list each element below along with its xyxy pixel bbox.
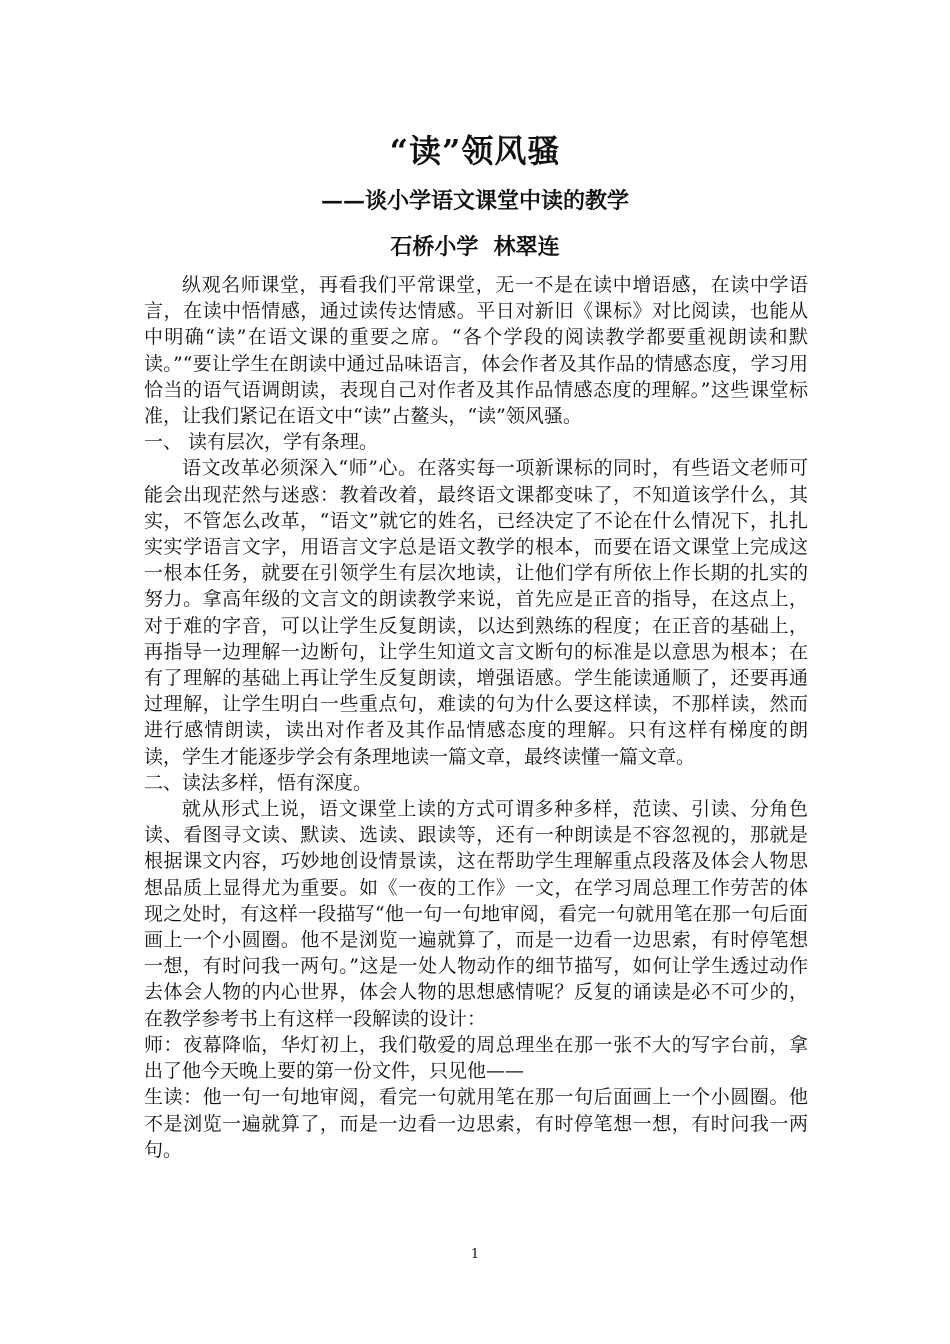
document-author: 石桥小学 林翠连: [390, 234, 560, 260]
paragraph-intro: 纵观名师课堂，再看我们平常课堂，无一不是在读中增语感，在读中学语言，在读中悟情感，通过读传达情感。平日对新旧《课标》对比阅读，也能从中明确“读”在语文课的重要之席。“各个学段的阅读教学都要重视朗读和默读。”“要让学生在朗读中通过品味语言，体会作者及其作品的情感态度，学习用恰当的语气语调朗读，表现自己对作者及其作品情感态度的理解。”这些课堂标准，让我们紧记在语文中“读”占鳌头，“读”领风骚。: [144, 274, 808, 428]
section-heading-2: 二、读法多样，悟有深度。: [144, 771, 373, 794]
paragraph-section-1: 语文改革必须深入“师”心。在落实每一项新课标的同时，有些语文老师可能会出现茫然与迷惑：教着改着，最终语文课都变味了，不知道该学什么，其实，不管怎么改革，“语文”就它的姓名，已经决定了不论在什么情况下，扎扎实实学语言文字，用语言文字总是语文教学的根本，而要在语文课堂上完成这一根本任务，就要在引领学生有层次地读，让他们学有所依上作长期的扎实的努力。拿高年级的文言文的朗读教学来说，首先应是正音的指导，在这点上，对于难的字音，可以让学生反复朗读，以达到熟练的程度；在正音的基础上，再指导一边理解一边断句，让学生知道文言文断句的标准是以意思为根本；在有了理解的基础上再让学生反复朗读，增强语感。学生能读通顺了，还要再通过理解，让学生明白一些重点句，难读的句为什么要这样读，不那样读，然而进行感情朗读，读出对作者及其作品情感态度的理解。只有这样有梯度的朗读，学生才能逐步学会有条理地读一篇文章，最终读懂一篇文章。: [144, 457, 808, 768]
document-body: [144, 272, 808, 1163]
paragraph-student-line: 生读：他一句一句地审阅，看完一句就用笔在那一句后面画上一个小圆圈。他不是浏览一遍就算了，而是一边看一边思索，有时停笔想一想，有时问我一两句。: [144, 1086, 808, 1161]
paragraph-section-2: 就从形式上说，语文课堂上读的方式可谓多种多样，范读、引读、分角色读、看图寻文读、默读、选读、跟读等，还有一种朗读是不容忽视的，那就是根据课文内容，巧妙地创设情景读，这在帮助学生理解重点段落及体会人物思想品质上显得尤为重要。如《一夜的工作》一文，在学习周总理工作劳苦的体现之处时，有这样一段描写“他一句一句地审阅，看完一句就用笔在那一句后面画上一个小圆圈。他不是浏览一遍就算了，而是一边看一边思索，有时停笔想一想，有时问我一两句。”这是一处人物动作的细节描写，如何让学生透过动作去体会人物的内心世界，体会人物的思想感情呢？反复的诵读是必不可少的，在教学参考书上有这样一段解读的设计：: [144, 798, 808, 1030]
page-number: 1: [470, 1247, 480, 1262]
document-subtitle: ——谈小学语文课堂中读的教学: [320, 188, 629, 214]
paragraph-teacher-line: 师：夜幕降临，华灯初上，我们敬爱的周总理坐在那一张不大的写字台前，拿出了他今天晚上要的第一份文件，只见他——: [144, 1033, 808, 1083]
section-heading-1: 一、 读有层次，学有条理。: [144, 431, 379, 454]
document-title: “读”领风骚: [389, 132, 561, 170]
